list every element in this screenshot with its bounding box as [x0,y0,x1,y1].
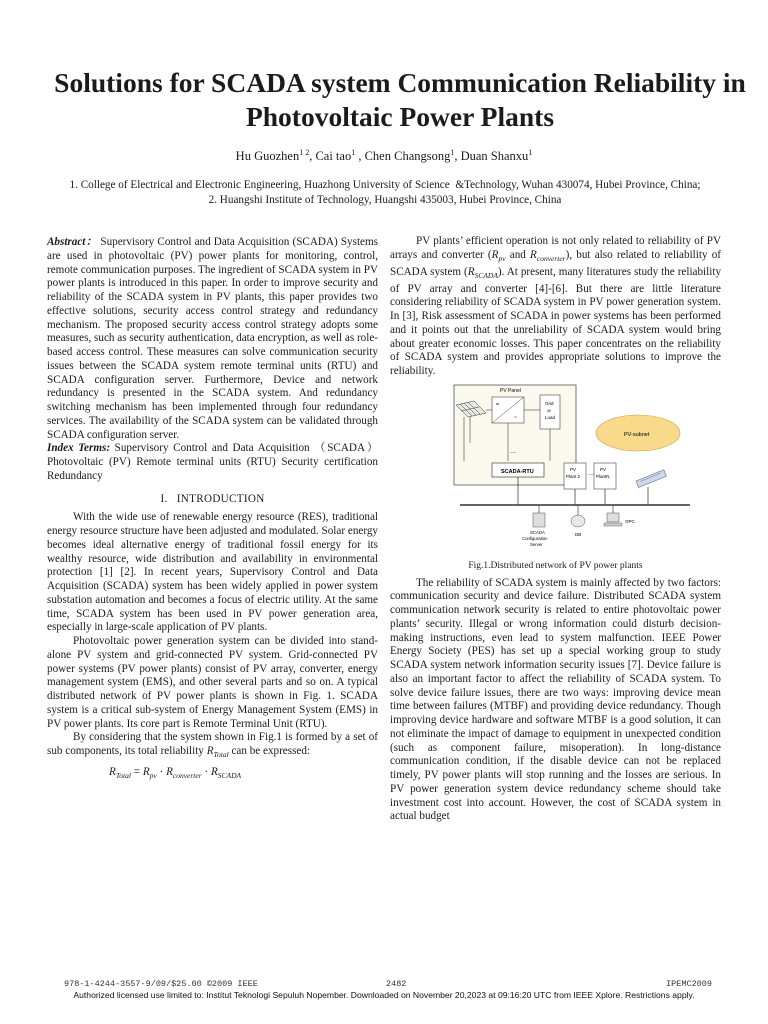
abstract [47,236,378,442]
network-diagram [390,383,721,559]
footer-isbn: 978-1-4244-3557-9/09/$25.00 ©2009 IEEE [64,979,258,989]
grid-label: Grid [545,400,554,406]
svg-text:~: ~ [514,414,517,421]
symbol-r-scada: $R_{SCADA}$ [467,265,498,280]
author-list [0,148,768,164]
body-text: can be expressed: [231,745,311,757]
index-terms-text: Supervisory Control and Data Acquisition （SCADA） Photovoltaic (PV) Remote terminal units (RTU) Security certification Redundancy [47,442,378,482]
abstract-text: Supervisory Control and Data Acquisition (SCADA) Systems are used in photovoltaic (PV) power plants for monitoring, control, remote communication purposes. The ingredient of SCADA system in PV power plants is introduced in this paper. In order to improve security and reliability of the SCADA system in PV plants, this paper provides two effective solutions, security access control strategy and redundancy mechanism. The proposed security access control strategy adopts some measures, such as security authentication, data encryption, as well as role-based access control. These measures can solve communication security issues between the SCADA system remote terminal units (RTU) and SCADA configuration server. Furthermore, Device and network redundancy is presented in the SCADA system. And redundancy switching mechanism has been implemented through four redundancy services. The availability of the SCADA system can be validated through SCADA configuration server. [47,236,378,441]
index-terms-label: Index Terms: [47,442,111,455]
right-column [390,235,721,824]
load-label: Load [545,414,556,420]
body-paragraph: With the wide use of renewable energy resource (RES), traditional energy resource structure have been adjusted and modulated. Solar energy becomes ideal alternative energy of traditional fossil energy for its wealthy resource, wide distribution and availability in environmental protection [1] [2]. In recent years, Supervisory Control and Data Acquisition (SCADA) system has been widely applied in power system substation automation and becomes a focus of electric utility. At the same time, SCADA system has been used in PV power generation area, especially in large-scale application of PV plants. [47,511,378,634]
pv-subnet-label: PV-subnet [624,431,650,438]
svg-text:PV: PV [570,466,577,472]
author-separator: , [355,149,365,164]
author-name: Hu Guozhen [235,149,300,164]
author-name: Cai tao [315,149,352,164]
pv-panel-label: PV Panel [500,387,521,394]
affiliations [40,178,730,207]
author-affiliation-mark: 1 [351,148,356,157]
svg-text:OPC: OPC [625,518,635,524]
author-name: Duan Shanxu [460,149,529,164]
paper-title: Solutions for SCADA system Communication Reliability in Photovoltaic Power Plants [54,67,746,132]
svg-text:Configuration: Configuration [522,535,548,541]
author-affiliation-mark: 1 [450,148,455,157]
left-column [47,236,378,783]
author-affiliation-mark: 1 2 [299,148,310,157]
svg-text:PV: PV [600,466,607,472]
figure-1 [390,383,721,559]
database-icon [571,505,585,537]
affiliation-1: 1. College of Electrical and Electronic Engineering, Huazhong University of Science &Technology, Wuhan 430074, Hubei Province, China; [69,179,701,191]
scada-rtu-label: SCADA-RTU [501,468,534,475]
svg-text:SCADA: SCADA [530,529,545,535]
router-icon [636,470,666,488]
author-name: Chen Changsong [364,149,451,164]
license-notice: Authorized licensed use limited to: Institut Teknologi Sepuluh Nopember. Downloaded on November 20,2023 at 09:16:20 UTC from IEEE Xplore. Restrictions apply. [73,990,695,1000]
affiliation-2: 2. Huangshi Institute of Technology, Huangshi 435003, Hubei Province, China [208,193,562,206]
body-paragraph: Photovoltaic power generation system can be divided into stand-alone PV system and grid-connected PV system. Grid-connected PV power systems (PV power plants) consist of PV array, converter, energy management system (EMS), and other several parts and so on. A typical distributed network of PV power plants is shown in Fig. 1. SCADA system is a critical sub-system of Energy Management System (EMS) in PV power plants. Its core part is Remote Terminal Unit (RTU). [47,635,378,730]
index-terms [47,442,378,483]
body-paragraph: PV plants’ efficient operation is not only related to reliability of PV arrays and converter ($R_{pv}$ and $R_{converter}$), but also related to reliability of SCADA system $(R_{SCADA})$. At present, many literatures study the reliability of PV array and converter [4]-[6]. But there are little literature considering reliability of SCADA system in PV power generation system. In [3], Risk assessment of SCADA in power systems has been performed and it points out that the unreliability of SCADA system would bring about greater economic losses. This paper concentrates on the reliability of SCADA system and provides appropriate solutions to improve the reliability. [390,235,722,378]
svg-text:PlantN: PlantN [596,473,610,479]
symbol-r-pv: $R_{pv}$ [491,248,506,263]
footer-page-number: 2482 [386,979,407,989]
footer-conference: IPEMC2009 [666,979,712,989]
svg-text:=: = [496,401,499,408]
figure-caption: Fig.1.Distributed network of PV power plants [468,560,643,571]
svg-text:DB: DB [575,531,582,537]
symbol-r-total: $R_{Total}$ [206,745,229,760]
section-heading-introduction: I. INTRODUCTION [160,492,265,505]
body-paragraph: The reliability of SCADA system is mainly affected by two factors: communication security and device failure. Distributed SCADA system communication network security is related to entire photovoltaic power plants’ security. Illegal or wrong information could disturb decision-making instructions, even lead to system malfunction. IEEE Power Energy Society (PES) has set up a special working group to study SCADA system network information security issues [7]. Device failure is also an important factor to affect the reliability of SCADA system. To solve device failure issues, there are two ways: improving device mean time between failures (MTBF) and providing device redundancy. Though improving device hardware and software MTBF is a good solution, it can not eliminate the impact of damage to equipment in unexpected condition (such as component failure, misoperation). In long-distance communication condition, if the disable device can not be replaced timely, PV power plants will stop running and the losses are serious. In PV power generation system device redundancy scheme should take investment cost into account. However, the cost of SCADA system in actual budget [390,576,721,823]
abstract-label: Abstract： [47,236,98,248]
author-affiliation-mark: 1 [528,148,533,157]
server-icon [522,505,548,547]
author-separator: , [454,149,461,164]
computer-icon [604,505,636,526]
symbol-r-converter: $R_{converter}$ [530,248,566,263]
or-label: or [547,407,552,413]
ellipsis-label: … [510,448,516,455]
body-paragraph [47,731,378,762]
svg-text:Server: Server [530,541,543,547]
body-text: By considering that the system shown in Fig.1 is formed by a set of sub components, its total reliability [47,731,378,757]
svg-text:Plant 2: Plant 2 [566,473,581,479]
equation-total-reliability: $R_{Total} = R_{pv} \cdot R_{converter} \cdot R_{SCADA}$ [109,765,242,781]
svg-text:…: … [588,470,594,477]
author-separator: , [309,149,316,164]
